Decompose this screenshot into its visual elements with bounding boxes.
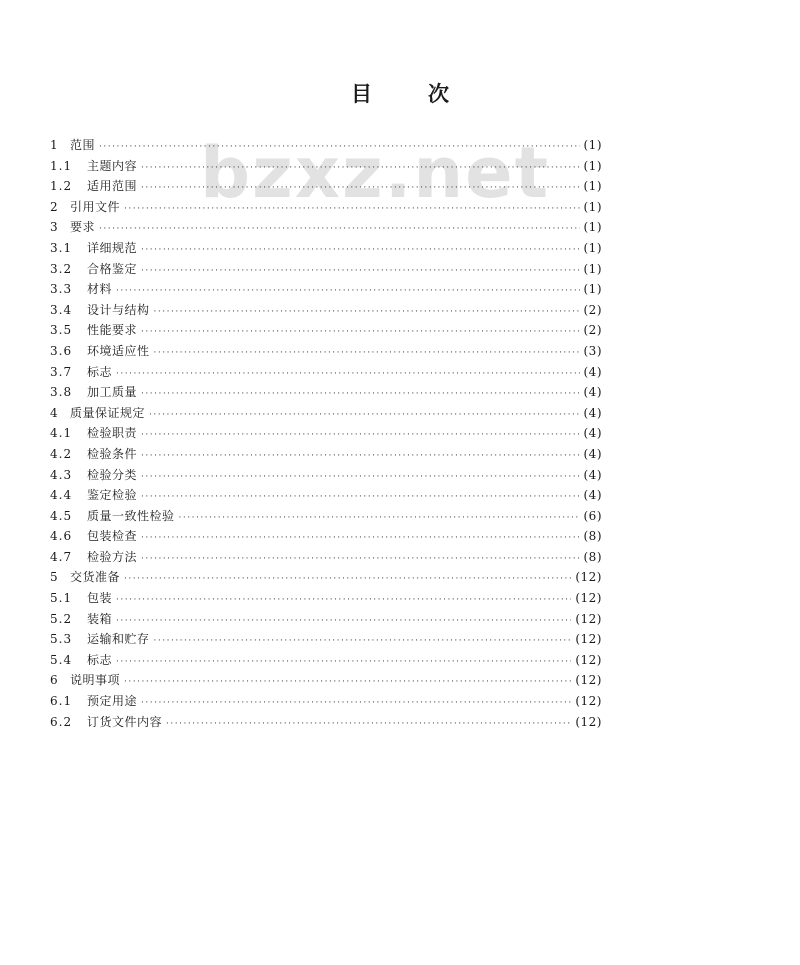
toc-entry-number: 4.5 bbox=[50, 508, 73, 523]
toc-entry-number: 2 bbox=[50, 199, 59, 214]
toc-entry-page: (2) bbox=[583, 302, 602, 317]
toc-entry-number: 6 bbox=[50, 673, 59, 688]
toc-dot-leader bbox=[179, 508, 580, 529]
toc-entry bbox=[50, 670, 602, 691]
toc-entry bbox=[50, 403, 602, 424]
toc-entry-title: 包装检查 bbox=[87, 529, 138, 544]
toc-entry-title: 质量一致性检验 bbox=[87, 508, 175, 523]
toc-entry bbox=[50, 300, 602, 321]
toc-entry bbox=[50, 485, 602, 506]
toc-entry-title: 适用范围 bbox=[87, 179, 138, 194]
toc-entry bbox=[50, 465, 602, 486]
toc-entry bbox=[50, 609, 602, 630]
toc-entry-page: (4) bbox=[583, 488, 602, 503]
toc-entry-title: 加工质量 bbox=[87, 385, 138, 400]
toc-entry-number: 6.1 bbox=[50, 694, 73, 709]
watermark: bzxz.net bbox=[200, 132, 551, 214]
toc-entry-number: 3.1 bbox=[50, 240, 73, 255]
toc-entry bbox=[50, 650, 602, 671]
toc-entry-number: 1.1 bbox=[50, 158, 73, 173]
toc-entry-title: 说明事项 bbox=[70, 673, 121, 688]
toc-dot-leader bbox=[166, 714, 571, 735]
toc-entry bbox=[50, 382, 602, 403]
toc-entry-title: 要求 bbox=[70, 220, 96, 235]
toc-entry-number: 3.2 bbox=[50, 261, 73, 276]
toc-dot-leader bbox=[124, 199, 579, 220]
toc-dot-leader bbox=[116, 590, 571, 611]
toc-entry-title: 检验条件 bbox=[87, 446, 138, 461]
page-title-char-1: 目 bbox=[351, 82, 372, 106]
toc-entry bbox=[50, 217, 602, 238]
toc-entry-title: 鉴定检验 bbox=[87, 488, 138, 503]
toc-entry-page: (2) bbox=[583, 323, 602, 338]
toc-entry-title: 材料 bbox=[87, 282, 113, 297]
toc-entry-page: (4) bbox=[583, 446, 602, 461]
toc-entry bbox=[50, 320, 602, 341]
toc-dot-leader bbox=[141, 487, 579, 508]
page-title bbox=[0, 78, 800, 108]
toc-entry-title: 订货文件内容 bbox=[87, 714, 163, 729]
toc-entry bbox=[50, 629, 602, 650]
toc-entry-number: 1 bbox=[50, 138, 59, 152]
toc-dot-leader bbox=[141, 322, 579, 343]
toc-entry-title: 运输和贮存 bbox=[87, 632, 150, 647]
toc-entry-title: 检验分类 bbox=[87, 467, 138, 482]
toc-entry bbox=[50, 156, 602, 177]
toc-dot-leader bbox=[116, 364, 579, 385]
toc-dot-leader bbox=[141, 425, 579, 446]
toc-entry-page: (4) bbox=[583, 364, 602, 379]
toc-dot-leader bbox=[141, 240, 579, 261]
toc-entry-number: 3 bbox=[50, 220, 59, 235]
toc-dot-leader bbox=[116, 611, 571, 632]
toc-dot-leader bbox=[141, 178, 579, 199]
toc-entry-page: (12) bbox=[575, 632, 602, 647]
toc-entry-number: 5.4 bbox=[50, 652, 73, 667]
toc-entry-page: (4) bbox=[583, 426, 602, 441]
toc-dot-leader bbox=[116, 652, 571, 673]
toc-entry-title: 预定用途 bbox=[87, 694, 138, 709]
toc-entry-page: (12) bbox=[575, 694, 602, 709]
toc-entry-number: 5.3 bbox=[50, 632, 73, 647]
toc-entry-number: 5.1 bbox=[50, 591, 73, 606]
toc-dot-leader bbox=[99, 137, 579, 158]
toc-entry-page: (12) bbox=[575, 714, 602, 729]
toc-entry-page: (1) bbox=[583, 240, 602, 255]
toc-entry-page: (12) bbox=[575, 611, 602, 626]
table-of-contents bbox=[50, 135, 602, 732]
toc-entry-number: 3.4 bbox=[50, 302, 73, 317]
toc-entry-page: (3) bbox=[583, 343, 602, 358]
toc-entry-page: (12) bbox=[575, 570, 602, 585]
toc-entry-page: (1) bbox=[583, 199, 602, 214]
toc-entry-page: (8) bbox=[583, 549, 602, 564]
toc-entry-number: 4.1 bbox=[50, 426, 73, 441]
toc-entry-title: 主题内容 bbox=[87, 158, 138, 173]
toc-entry-title: 标志 bbox=[87, 364, 113, 379]
toc-entry bbox=[50, 176, 602, 197]
toc-dot-leader bbox=[141, 549, 579, 570]
toc-entry-title: 标志 bbox=[87, 652, 113, 667]
toc-entry-number: 3.6 bbox=[50, 343, 73, 358]
toc-entry-number: 6.2 bbox=[50, 714, 73, 729]
toc-entry-title: 包装 bbox=[87, 591, 113, 606]
toc-dot-leader bbox=[149, 405, 579, 426]
toc-entry-title: 范围 bbox=[70, 138, 96, 152]
toc-entry-page: (1) bbox=[583, 220, 602, 235]
toc-entry-number: 3.8 bbox=[50, 385, 73, 400]
toc-entry-title: 引用文件 bbox=[70, 199, 121, 214]
toc-entry-title: 检验职责 bbox=[87, 426, 138, 441]
toc-dot-leader bbox=[124, 672, 571, 693]
toc-dot-leader bbox=[141, 467, 579, 488]
toc-entry bbox=[50, 259, 602, 280]
toc-entry bbox=[50, 341, 602, 362]
toc-entry-number: 1.2 bbox=[50, 179, 73, 194]
page-title-char-2: 次 bbox=[428, 82, 449, 106]
toc-dot-leader bbox=[154, 631, 572, 652]
toc-entry bbox=[50, 547, 602, 568]
toc-dot-leader bbox=[154, 302, 580, 323]
toc-entry-number: 4.7 bbox=[50, 549, 73, 564]
toc-entry-page: (12) bbox=[575, 673, 602, 688]
toc-entry-number: 4.4 bbox=[50, 488, 73, 503]
toc-entry-page: (1) bbox=[583, 282, 602, 297]
toc-entry bbox=[50, 423, 602, 444]
toc-entry-number: 4.3 bbox=[50, 467, 73, 482]
toc-entry-title: 合格鉴定 bbox=[87, 261, 138, 276]
toc-entry-title: 检验方法 bbox=[87, 549, 138, 564]
toc-entry-number: 4 bbox=[50, 405, 59, 420]
toc-entry-title: 装箱 bbox=[87, 611, 113, 626]
toc-entry bbox=[50, 362, 602, 383]
toc-dot-leader bbox=[141, 693, 571, 714]
toc-dot-leader bbox=[141, 158, 579, 179]
toc-entry bbox=[50, 691, 602, 712]
toc-entry-page: (4) bbox=[583, 467, 602, 482]
toc-entry-page: (8) bbox=[583, 529, 602, 544]
toc-entry-title: 环境适应性 bbox=[87, 343, 150, 358]
toc-dot-leader bbox=[124, 569, 571, 590]
toc-entry-number: 5.2 bbox=[50, 611, 73, 626]
toc-dot-leader bbox=[99, 219, 579, 240]
toc-entry-number: 5 bbox=[50, 570, 59, 585]
toc-entry-page: (1) bbox=[583, 138, 602, 152]
toc-entry bbox=[50, 135, 602, 156]
toc-entry-title: 性能要求 bbox=[87, 323, 138, 338]
toc-entry bbox=[50, 712, 602, 733]
toc-entry-number: 3.5 bbox=[50, 323, 73, 338]
toc-dot-leader bbox=[154, 343, 580, 364]
toc-entry-page: (1) bbox=[583, 158, 602, 173]
toc-entry-number: 4.6 bbox=[50, 529, 73, 544]
toc-entry-page: (12) bbox=[575, 652, 602, 667]
toc-entry bbox=[50, 238, 602, 259]
toc-dot-leader bbox=[116, 281, 579, 302]
toc-dot-leader bbox=[141, 261, 579, 282]
toc-dot-leader bbox=[141, 528, 579, 549]
toc-entry bbox=[50, 444, 602, 465]
toc-entry-title: 详细规范 bbox=[87, 240, 138, 255]
toc-entry-number: 3.3 bbox=[50, 282, 73, 297]
toc-dot-leader bbox=[141, 446, 579, 467]
toc-entry-title: 质量保证规定 bbox=[70, 405, 146, 420]
toc-entry-number: 3.7 bbox=[50, 364, 73, 379]
toc-entry-title: 交货准备 bbox=[70, 570, 121, 585]
toc-entry bbox=[50, 526, 602, 547]
toc-entry-number: 4.2 bbox=[50, 446, 73, 461]
toc-entry-title: 设计与结构 bbox=[87, 302, 150, 317]
toc-entry bbox=[50, 506, 602, 527]
toc-entry-page: (6) bbox=[583, 508, 602, 523]
toc-entry-page: (4) bbox=[583, 405, 602, 420]
toc-entry bbox=[50, 567, 602, 588]
toc-entry bbox=[50, 279, 602, 300]
toc-entry bbox=[50, 588, 602, 609]
toc-entry bbox=[50, 197, 602, 218]
toc-dot-leader bbox=[141, 384, 579, 405]
toc-entry-page: (1) bbox=[583, 261, 602, 276]
toc-entry-page: (12) bbox=[575, 591, 602, 606]
toc-entry-page: (4) bbox=[583, 385, 602, 400]
toc-entry-page: (1) bbox=[583, 179, 602, 194]
